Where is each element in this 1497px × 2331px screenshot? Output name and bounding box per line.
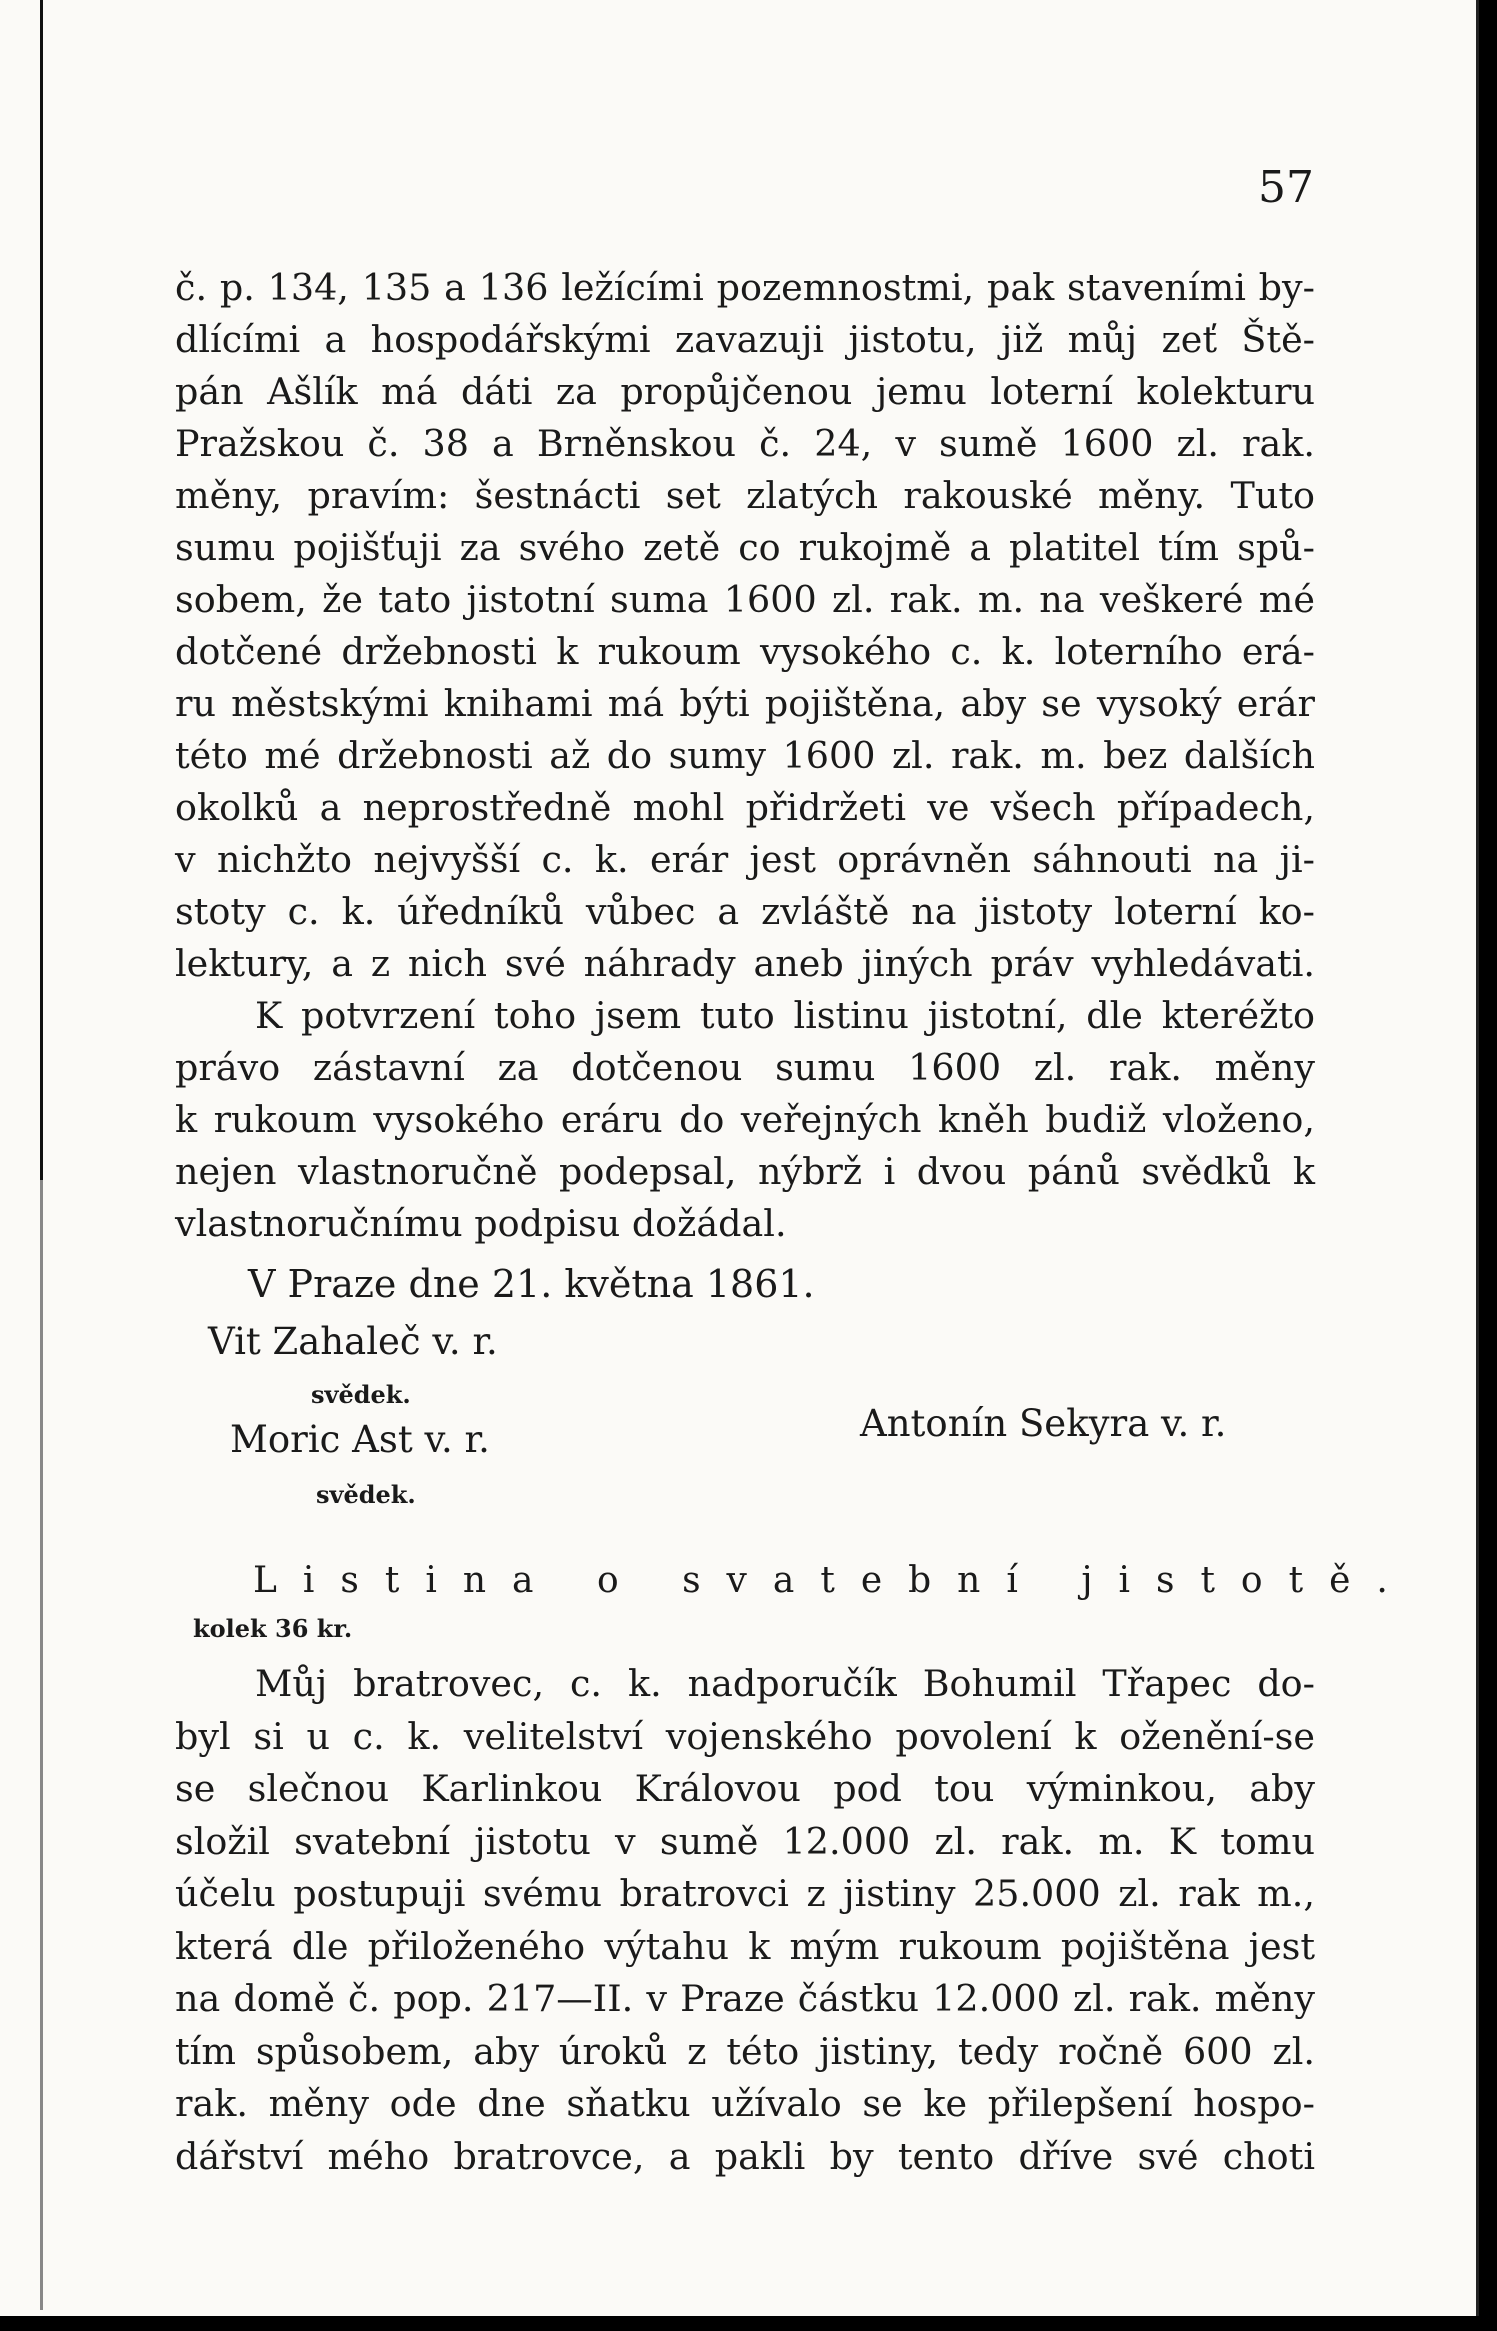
text-line: měny, pravím: šestnácti set zlatých rakouské měny. Tuto	[175, 474, 1315, 517]
paragraph-guarantee	[175, 262, 1315, 1250]
text-line: na domě č. pop. 217—II. v Praze částku 12.000 zl. rak. měny	[175, 1977, 1315, 2020]
date-line: V Praze dne 21. května 1861.	[248, 1262, 815, 1306]
text-line: sumu pojišťuji za svého zetě co rukojmě a platitel tím spů-	[175, 526, 1315, 569]
text-line: č. p. 134, 135 a 136 ležícími pozemnostmi, pak staveními by-	[175, 266, 1315, 309]
witness1-role: svědek.	[311, 1380, 411, 1409]
text-line: stoty c. k. úředníků vůbec a zvláště na jistoty loterní ko-	[175, 890, 1315, 933]
page-number: 57	[1258, 162, 1314, 213]
text-line: účelu postupuji svému bratrovci z jistiny 25.000 zl. rak m.,	[175, 1872, 1315, 1915]
text-line: okolků a neprostředně mohl přidržeti ve všech případech,	[175, 786, 1315, 829]
text-line: pán Ašlík má dáti za propůjčenou jemu loterní kolekturu	[175, 370, 1315, 413]
text-line: byl si u c. k. velitelství vojenského povolení k oženění-se	[175, 1714, 1315, 1758]
text-line: této mé držebnosti až do sumy 1600 zl. rak. m. bez dalších	[175, 734, 1315, 777]
witness1-signature: Vit Zahaleč v. r.	[208, 1320, 498, 1363]
stamp-note: kolek 36 kr.	[193, 1614, 353, 1643]
text-line: vlastnoručnímu podpisu dožádal.	[175, 1202, 787, 1245]
text-line: sobem, že tato jistotní suma 1600 zl. rak. m. na veškeré mé	[175, 578, 1315, 621]
text-line: která dle přiloženého výtahu k mým rukoum pojištěna jest	[175, 1924, 1315, 1968]
text-line: složil svatební jistotu v sumě 12.000 zl. rak. m. K tomu	[175, 1819, 1315, 1863]
text-line: se slečnou Karlinkou Královou pod tou výminkou, aby	[175, 1767, 1315, 1810]
text-line: K potvrzení toho jsem tuto listinu jistotní, dle kteréžto	[255, 994, 1315, 1037]
text-line: nejen vlastnoručně podepsal, nýbrž i dvou pánů svědků k	[175, 1150, 1315, 1193]
text-line: dářství mého bratrovce, a pakli by tento dříve své choti	[175, 2134, 1315, 2178]
text-line: Můj bratrovec, c. k. nadporučík Bohumil Třapec do-	[255, 1662, 1315, 1705]
text-line: dotčené držebnosti k rukoum vysokého c. k. loterního erá-	[175, 630, 1315, 673]
text-line: právo zástavní za dotčenou sumu 1600 zl. rak. měny	[175, 1046, 1315, 1089]
text-line: Pražskou č. 38 a Brněnskou č. 24, v sumě 1600 zl. rak.	[175, 422, 1315, 465]
section-heading: Listina o svatební jistotě.	[253, 1560, 1414, 1601]
principal-signature: Antonín Sekyra v. r.	[860, 1402, 1227, 1445]
text-line: tím spůsobem, aby úroků z této jistiny, tedy ročně 600 zl.	[175, 2029, 1315, 2073]
text-line: v nichžto nejvyšší c. k. erár jest oprávněn sáhnouti na ji-	[175, 838, 1315, 881]
text-line: ru městskými knihami má býti pojištěna, aby se vysoký erár	[175, 682, 1315, 725]
paragraph-wedding-guarantee	[175, 1658, 1315, 2183]
witness2-signature: Moric Ast v. r.	[230, 1418, 490, 1461]
page-spine-edge-lower	[40, 1180, 43, 2310]
text-line: rak. měny ode dne sňatku užívalo se ke přilepšení hospo-	[175, 2082, 1315, 2125]
text-line: lektury, a z nich své náhrady aneb jiných práv vyhledávati.	[175, 942, 1315, 985]
page-spine-edge	[40, 0, 43, 1180]
text-line: k rukoum vysokého eráru do veřejných kněh budiž vloženo,	[175, 1098, 1315, 1141]
witness2-role: svědek.	[316, 1480, 416, 1509]
text-line: dlícími a hospodářskými zavazuji jistotu, již můj zeť Ště-	[175, 318, 1315, 361]
